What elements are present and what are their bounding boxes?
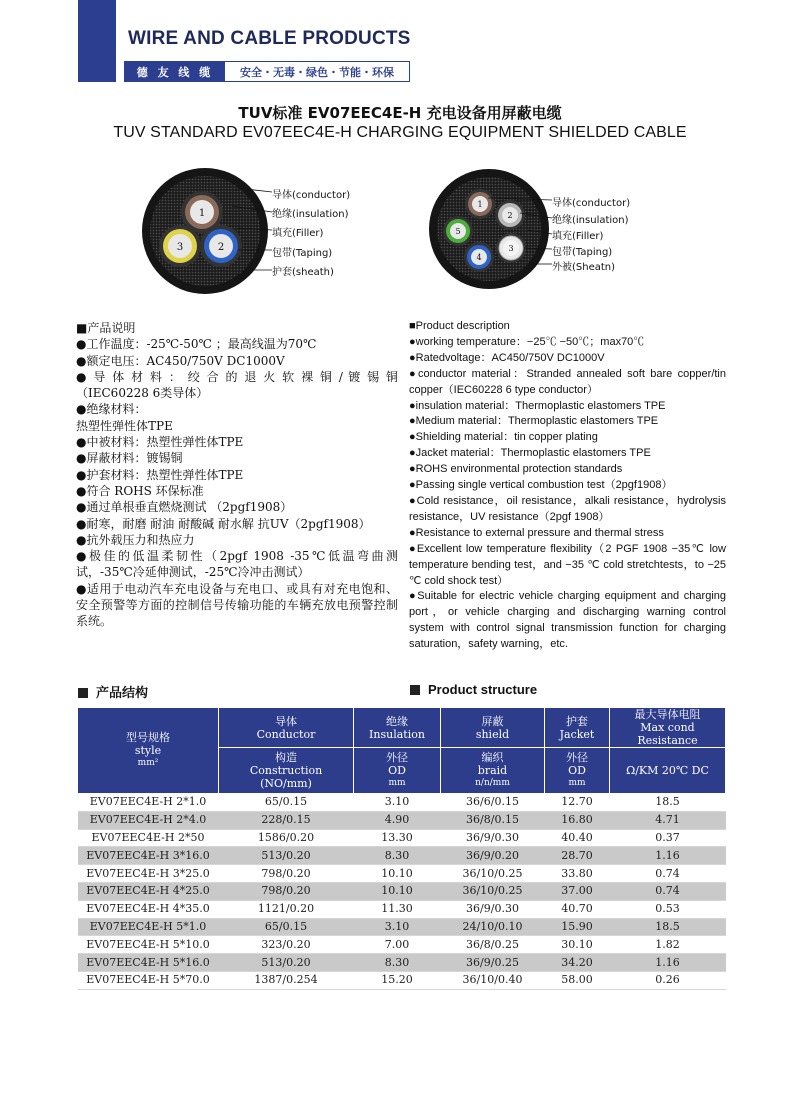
table-row: [78, 971, 726, 989]
desc-line: ●Resistance to external pressure and thermal stress: [409, 526, 664, 539]
cell-construction: 513/0.20: [219, 954, 354, 972]
cell-model: EV07EEC4E-H 5*10.0: [78, 936, 219, 954]
cell-resistance: 0.26: [610, 971, 726, 989]
desc-line: ●绝缘材料：: [76, 402, 147, 417]
cell-model: EV07EEC4E-H 5*1.0: [78, 918, 219, 936]
product-description-cn: [76, 320, 398, 630]
cell-braid: 36/9/0.20: [441, 847, 545, 865]
header-jacket-od: 外径 OD mm: [545, 748, 610, 794]
cell-resistance: 1.16: [610, 847, 726, 865]
cell-construction: 323/0.20: [219, 936, 354, 954]
cell-braid: 36/10/0.40: [441, 971, 545, 989]
cell-jacket-od: 12.70: [545, 794, 610, 812]
product-description-en: [409, 319, 726, 653]
callout-conductor: 导体(conductor): [552, 198, 631, 209]
product-structure-table: [77, 707, 726, 990]
desc-line: 热塑性弹性体TPE: [76, 418, 173, 433]
product-title-cn: TUV标准 EV07EEC4E-H 充电设备用屏蔽电缆: [238, 104, 562, 122]
cell-insulation-od: 3.10: [354, 918, 441, 936]
core-label: 3: [176, 242, 184, 253]
desc-line: ●Suitable for electric vehicle charging equipment and charging port，or vehicle charging and discharging warning control system with control signal transmission function for charging saturation，safety warning，etc.: [409, 590, 726, 651]
cell-model: EV07EEC4E-H 2*50: [78, 829, 219, 847]
desc-line: ●Excellent low temperature flexibility（2 PGF 1908 −35℃ low temperature bending test，and −35 ℃ cold stretchtests，to −25 ℃ cold shock test）: [409, 542, 726, 587]
desc-line: ●通过单根垂直燃烧测试 （2pgf1908）: [76, 500, 293, 515]
cell-construction: 513/0.20: [219, 847, 354, 865]
table-row: [78, 918, 726, 936]
callout-taping: 包带(Taping): [272, 248, 333, 259]
section-heading-structure-cn: 产品结构: [78, 682, 148, 701]
cell-jacket-od: 33.80: [545, 865, 610, 883]
cell-jacket-od: 40.70: [545, 900, 610, 918]
cell-insulation-od: 3.10: [354, 794, 441, 812]
cell-jacket-od: 16.80: [545, 811, 610, 829]
page-header-title: WIRE AND CABLE PRODUCTS: [128, 28, 411, 49]
cell-construction: 798/0.20: [219, 865, 354, 883]
desc-line: ●极佳的低温柔韧性（2pgf 1908 -35℃低温弯曲测试，-35℃冷延伸测试，-25℃冷冲击测试）: [76, 549, 398, 580]
cell-braid: 24/10/0.10: [441, 918, 545, 936]
cell-resistance: 0.74: [610, 882, 726, 900]
cell-resistance: 0.53: [610, 900, 726, 918]
cell-model: EV07EEC4E-H 3*25.0: [78, 865, 219, 883]
cell-insulation-od: 10.10: [354, 865, 441, 883]
cell-resistance: 1.16: [610, 954, 726, 972]
table-row: [78, 794, 726, 812]
cell-model: EV07EEC4E-H 5*70.0: [78, 971, 219, 989]
header-conductor: 导体 Conductor: [219, 708, 354, 748]
table-row: [78, 900, 726, 918]
cell-jacket-od: 40.40: [545, 829, 610, 847]
core-label: 2: [217, 242, 225, 253]
product-title-en: TUV STANDARD EV07EEC4E-H CHARGING EQUIPMENT SHIELDED CABLE: [113, 124, 687, 141]
table-row: [78, 847, 726, 865]
header-shield: 屏蔽 shield: [441, 708, 545, 748]
table-body: [78, 794, 726, 990]
desc-line: ●Cold resistance，oil resistance，alkali resistance，hydrolysis resistance，UV resistance（2pgf 1908）: [409, 494, 726, 523]
cell-insulation-od: 11.30: [354, 900, 441, 918]
cell-braid: 36/9/0.25: [441, 954, 545, 972]
callout-conductor: 导体(conductor): [272, 190, 351, 201]
desc-line: ●insulation material：Thermoplastic elastomers TPE: [409, 399, 666, 412]
cell-braid: 36/9/0.30: [441, 900, 545, 918]
core-label: 5: [455, 227, 461, 236]
desc-line: ●抗外载压力和热应力: [76, 532, 195, 547]
header-jacket: 护套 Jacket: [545, 708, 610, 748]
cell-model: EV07EEC4E-H 4*35.0: [78, 900, 219, 918]
core-label: 4: [476, 253, 482, 262]
cell-braid: 36/8/0.25: [441, 936, 545, 954]
cell-construction: 65/0.15: [219, 918, 354, 936]
header-construction: 构造 Construction (NO/mm): [219, 748, 354, 794]
cable-diagram-3-core: [140, 166, 351, 296]
square-bullet-icon: [78, 688, 88, 698]
cell-jacket-od: 58.00: [545, 971, 610, 989]
cell-construction: 1586/0.20: [219, 829, 354, 847]
cable-cross-section-3-core: [140, 166, 270, 296]
cell-construction: 228/0.15: [219, 811, 354, 829]
header-resistance: 最大导体电阻 Max cond Resistance: [610, 708, 726, 748]
desc-heading: ■产品说明: [76, 321, 136, 335]
cell-insulation-od: 4.90: [354, 811, 441, 829]
cell-resistance: 0.37: [610, 829, 726, 847]
cell-insulation-od: 10.10: [354, 882, 441, 900]
table-row: [78, 936, 726, 954]
cell-resistance: 1.82: [610, 936, 726, 954]
brand-strip: [124, 61, 410, 82]
brand-name: 德 友 线 缆: [125, 62, 225, 81]
cell-resistance: 18.5: [610, 794, 726, 812]
desc-line: ●工作温度：-25℃-50℃ ；最高线温为70℃: [76, 337, 317, 352]
header-accent-bar: [78, 0, 116, 82]
cell-model: EV07EEC4E-H 2*4.0: [78, 811, 219, 829]
core-label: 1: [198, 208, 206, 219]
callout-filler: 填充(Filler): [272, 228, 324, 239]
desc-line: ●Jacket material：Thermoplastic elastomers TPE: [409, 447, 651, 460]
header-resistance-unit: Ω/KM 20℃ DC: [610, 748, 726, 794]
header-braid: 编织 braid n/n/mm: [441, 748, 545, 794]
desc-line: ●conductor material：Stranded annealed soft bare copper/tin copper（IEC60228 6 type conductor）: [409, 367, 726, 396]
callout-insulation: 绝缘(insulation): [272, 209, 349, 220]
callout-sheath: 护套(sheath): [272, 267, 334, 278]
desc-line: ●ROHS environmental protection standards: [409, 463, 623, 476]
desc-line: ●屏蔽材料：镀锡铜: [76, 451, 183, 466]
table-row: [78, 865, 726, 883]
brand-motto: 安全・无毒・绿色・节能・环保: [240, 65, 394, 79]
header-insulation: 绝缘 Insulation: [354, 708, 441, 748]
callout-taping: 包带(Taping): [552, 247, 613, 258]
cell-construction: 1121/0.20: [219, 900, 354, 918]
cell-insulation-od: 8.30: [354, 847, 441, 865]
square-bullet-icon: [410, 685, 420, 695]
cell-construction: 65/0.15: [219, 794, 354, 812]
table-row: [78, 811, 726, 829]
table-row: [78, 829, 726, 847]
cell-insulation-od: 8.30: [354, 954, 441, 972]
cell-jacket-od: 15.90: [545, 918, 610, 936]
cell-braid: 36/10/0.25: [441, 882, 545, 900]
core-label: 1: [477, 200, 483, 209]
cell-resistance: 4.71: [610, 811, 726, 829]
desc-line: ●working temperature：−25℃ −50℃；max70℃: [409, 335, 645, 348]
core-label: 2: [507, 211, 513, 220]
cell-braid: 36/10/0.25: [441, 865, 545, 883]
desc-line: ●适用于电动汽车充电设备与充电口、或具有对充电饱和、安全预警等方面的控制信号传输功能的车辆充放电预警控制系统。: [76, 581, 398, 629]
desc-line: ●Passing single vertical combustion test（2pgf1908）: [409, 479, 673, 492]
desc-line: ●护套材料：热塑性弹性体TPE: [76, 467, 244, 482]
cell-insulation-od: 13.30: [354, 829, 441, 847]
cell-construction: 1387/0.254: [219, 971, 354, 989]
cable-cross-section-5-core: [428, 168, 550, 290]
cell-jacket-od: 37.00: [545, 882, 610, 900]
cell-braid: 36/9/0.30: [441, 829, 545, 847]
cell-insulation-od: 7.00: [354, 936, 441, 954]
desc-line: ● 导 体 材 料 ： 绞 合 的 退 火 软 裸 铜 / 镀 锡 铜（IEC60228 6类导体）: [76, 369, 398, 401]
header-style: 型号规格 style mm²: [78, 708, 219, 794]
desc-line: ●符合 ROHS 环保标准: [76, 483, 204, 498]
callout-sheath: 外被(Sheatn): [552, 262, 616, 273]
cell-model: EV07EEC4E-H 2*1.0: [78, 794, 219, 812]
cell-construction: 798/0.20: [219, 882, 354, 900]
header-insulation-od: 外径 OD mm: [354, 748, 441, 794]
section-heading-structure-en: Product structure: [410, 682, 537, 697]
cell-jacket-od: 30.10: [545, 936, 610, 954]
desc-line: ●Ratedvoltage：AC450/750V DC1000V: [409, 351, 605, 364]
cable-diagram-5-core: [428, 168, 631, 290]
desc-line: ●Shielding material：tin copper plating: [409, 431, 598, 444]
cell-model: EV07EEC4E-H 5*16.0: [78, 954, 219, 972]
table-row: [78, 954, 726, 972]
cell-braid: 36/8/0.15: [441, 811, 545, 829]
cell-braid: 36/6/0.15: [441, 794, 545, 812]
cell-resistance: 18.5: [610, 918, 726, 936]
core-label: 3: [508, 244, 514, 253]
desc-line: ●Medium material：Thermoplastic elastomers TPE: [409, 415, 659, 428]
desc-line: ●中被材料：热塑性弹性体TPE: [76, 435, 244, 450]
callout-filler: 填充(Filler): [552, 231, 604, 242]
cell-resistance: 0.74: [610, 865, 726, 883]
cell-model: EV07EEC4E-H 4*25.0: [78, 882, 219, 900]
callout-insulation: 绝缘(insulation): [552, 215, 629, 226]
cell-insulation-od: 15.20: [354, 971, 441, 989]
desc-line: ●额定电压：AC450/750V DC1000V: [76, 353, 285, 368]
desc-line: ●耐寒，耐磨 耐油 耐酸碱 耐水解 抗UV（2pgf1908）: [76, 516, 371, 531]
cell-jacket-od: 34.20: [545, 954, 610, 972]
cell-model: EV07EEC4E-H 3*16.0: [78, 847, 219, 865]
desc-heading: ■Product description: [409, 320, 510, 332]
table-row: [78, 882, 726, 900]
cell-jacket-od: 28.70: [545, 847, 610, 865]
